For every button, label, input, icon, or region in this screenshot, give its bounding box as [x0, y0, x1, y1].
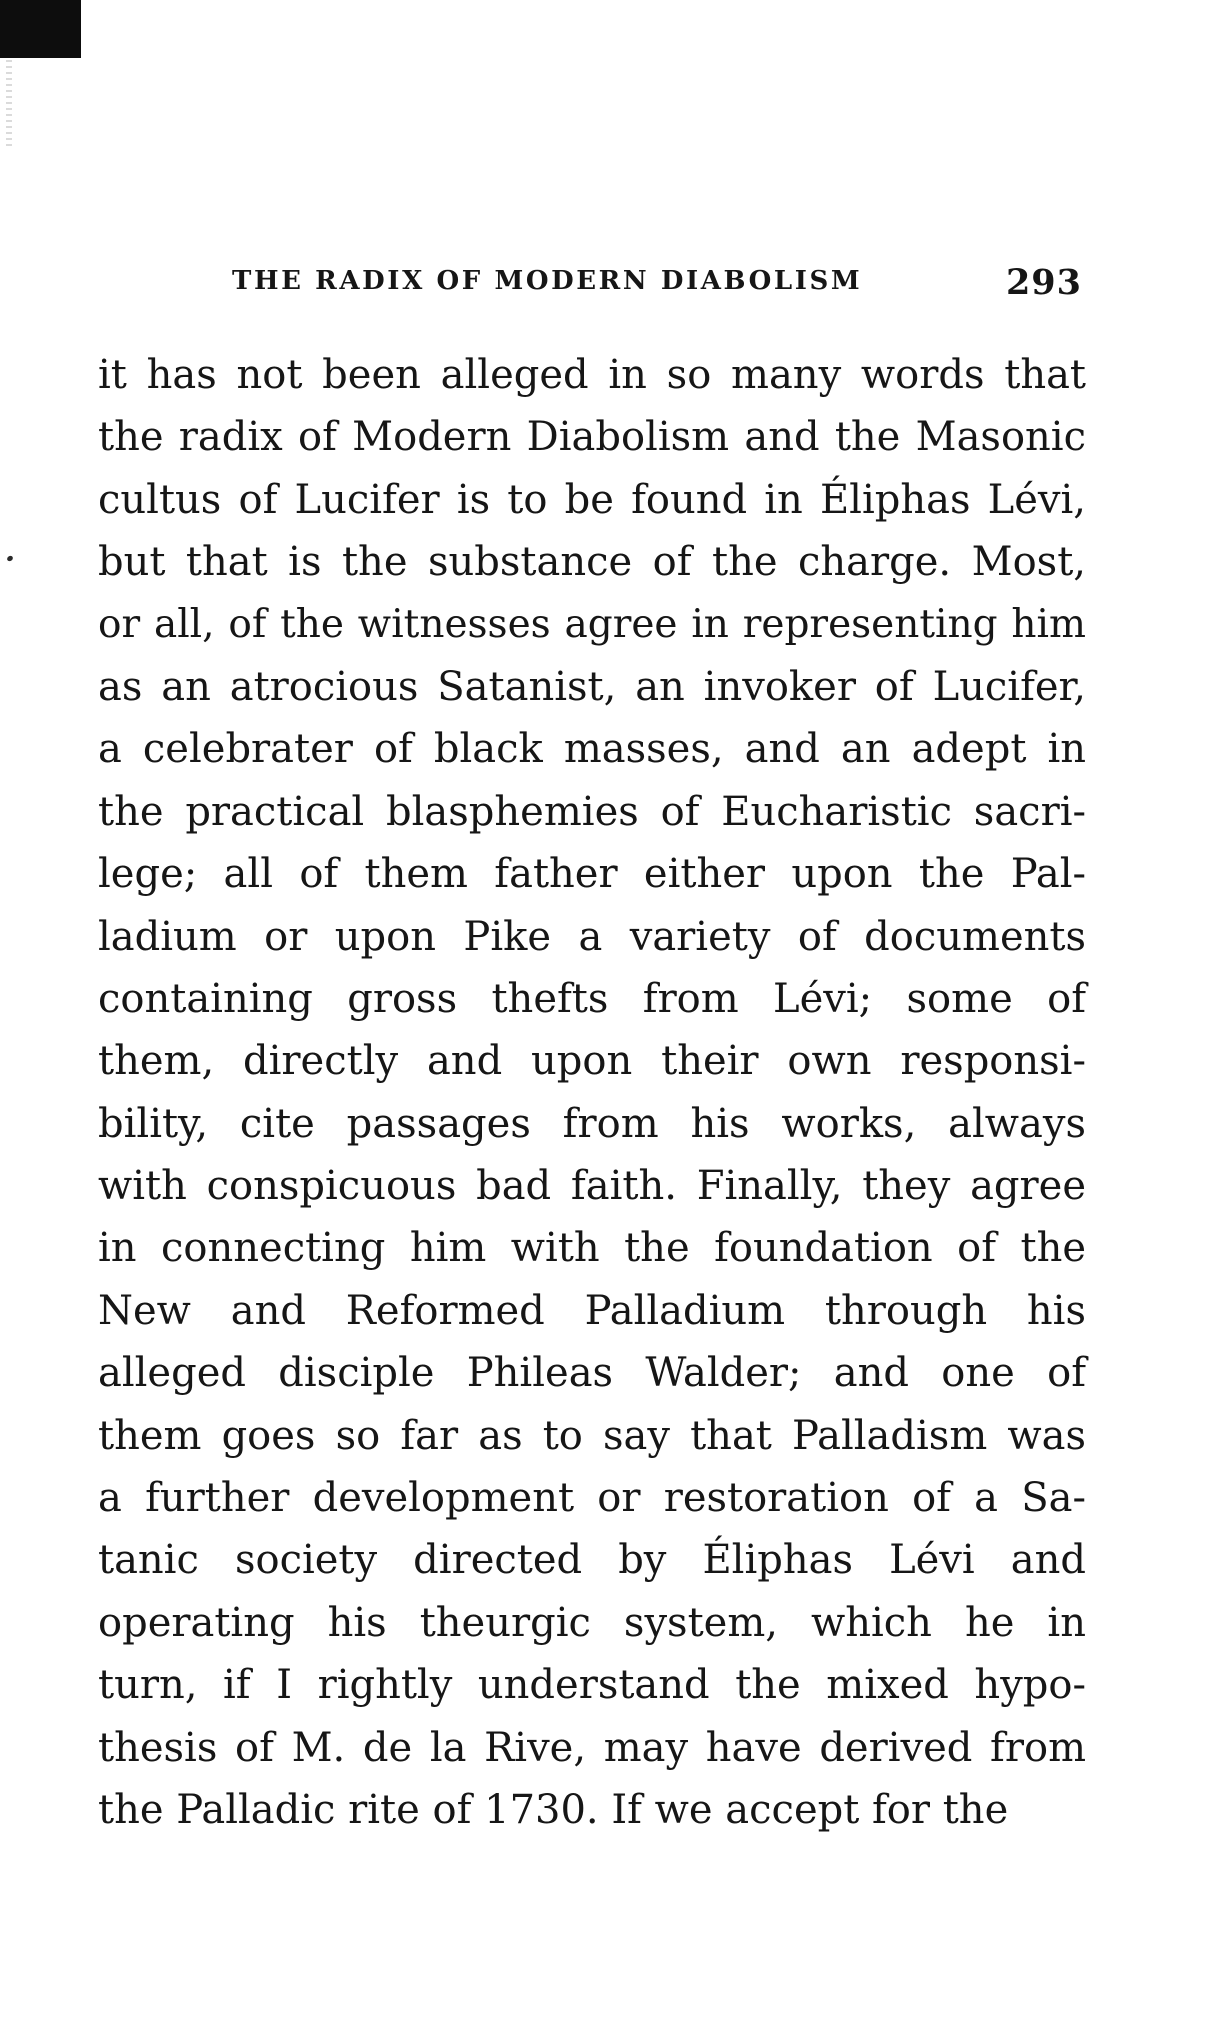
text-line: alleged disciple Phileas Walder; and one of [98, 1350, 1086, 1397]
text-line: ladium or upon Pike a variety of documents [98, 913, 1086, 960]
text-line: containing gross thefts from Lévi; some of [98, 975, 1086, 1022]
text-line: tanic society directed by Éliphas Lévi and [98, 1537, 1086, 1584]
text-line: a celebrater of black masses, and an adept in [98, 726, 1086, 773]
margin-mark [6, 555, 14, 563]
text-line: operating his theurgic system, which he in [98, 1599, 1086, 1646]
text-line: the Palladic rite of 1730. If we accept for the [98, 1786, 1009, 1833]
text-line: lege; all of them father either upon the Pal- [98, 851, 1086, 898]
text-line: turn, if I rightly understand the mixed hypo- [98, 1662, 1086, 1709]
text-line: or all, of the witnesses agree in representing him [98, 601, 1086, 647]
scan-edge-mark [0, 0, 81, 58]
text-line: them goes so far as to say that Palladism was [98, 1412, 1086, 1459]
text-line: the practical blasphemies of Eucharistic sacri- [98, 788, 1086, 835]
scan-speck [6, 60, 12, 150]
text-line: bility, cite passages from his works, always [98, 1100, 1086, 1147]
text-line: New and Reformed Palladium through his [98, 1287, 1086, 1334]
text-line: cultus of Lucifer is to be found in Éliphas Lévi, [98, 476, 1086, 523]
text-line: the radix of Modern Diabolism and the Masonic [98, 414, 1086, 461]
page-number: 293 [1005, 262, 1082, 303]
text-line: it has not been alleged in so many words that [98, 352, 1086, 398]
running-title: THE RADIX OF MODERN DIABOLISM [232, 266, 863, 296]
running-head [232, 262, 1082, 308]
text-line: as an atrocious Satanist, an invoker of Lucifer, [98, 663, 1086, 710]
text-line: in connecting him with the foundation of the [98, 1225, 1086, 1272]
text-line: them, directly and upon their own responsi- [98, 1038, 1086, 1085]
text-line: a further development or restoration of a Sa- [98, 1475, 1086, 1522]
text-line: with conspicuous bad faith. Finally, they agree [98, 1163, 1086, 1210]
text-line: but that is the substance of the charge. Most, [98, 539, 1086, 586]
body-text [98, 344, 1086, 1841]
text-line: thesis of M. de la Rive, may have derived from [98, 1724, 1086, 1771]
